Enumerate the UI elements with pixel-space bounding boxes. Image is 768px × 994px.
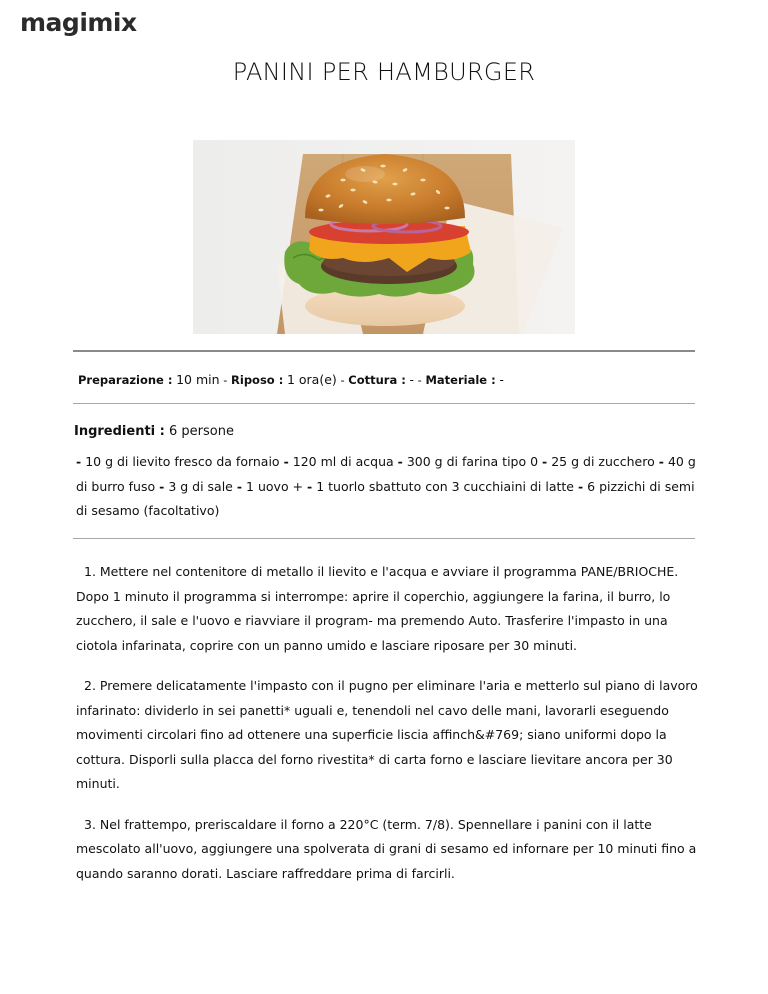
ingredients-heading [74,424,234,439]
ingredient-item: 25 g di zucchero [551,454,655,469]
prep-label: Preparazione : [78,373,173,387]
prep-value: 10 min [176,372,220,387]
step-3: 3. Nel frattempo, preriscaldare il forno a 220°C (term. 7/8). Spennellare i panini con il latte mescolato all'uovo, aggiungere una spolverata di grani di sesamo ed infornare per 10 minuti fino a quando saranno dorati. Lasciare raffreddare prima di farcirli. [76,816,697,881]
ingredients-list: - 10 g di lievito fresco da fornaio - 120 ml di acqua - 300 g di farina tipo 0 - 25 g di zucchero - 40 g di burro fuso - 3 g di sale - 1 uovo + - 1 tuorlo sbattuto con 3 cucchiaini di latte - 6 pizzichi di semi di sesamo (facoltativo) [76,454,696,518]
ingredient-item: 3 g di sale [168,478,233,494]
divider-ingredients [73,538,695,539]
ingredient-item: 40 g di burro fuso [76,454,696,494]
recipe-meta: Preparazione : 10 min - Riposo : 1 ora(e) - Cottura : - - Materiale : - [78,372,504,387]
cook-value: - [409,372,414,387]
step-2: 2. Premere delicatamente l'impasto con il pugno per eliminare l'aria e metterlo sul piano di lavoro infarinato: dividerlo in sei panetti* uguali e, tenendoli nel cavo delle mani, lavorarli eseguendo movimenti circolari fino ad ottenere una superficie liscia affinch&#769; siano uniformi dopo la cottura. Disporli sulla placca del forno rivestita* di carta forno e lasciare lievitare ancora per 30 minuti. [76,678,698,791]
magimix-logo[interactable]: magimix [20,8,137,37]
step-1: 1. Mettere nel contenitore di metallo il lievito e l'acqua e avviare il programma PANE/BRIOCHE. Dopo 1 minuto il programma si interrompe: aprire il coperchio, aggiungere la farina, il burro, lo zucchero, il sale e l'uovo e riavviare il program- ma premendo Auto. Trasferire l'impasto in una ciotola infarinata, coprire con un panno umido e lasciare riposare per 30 minuti. [76,564,679,653]
recipe-title: PANINI PER HAMBURGER [232,58,536,86]
material-value: - [499,372,504,387]
cook-label: Cottura : [348,373,406,387]
rest-label: Riposo : [231,373,284,387]
hamburger-photo [193,140,575,334]
ingredient-item: 6 pizzichi di semi di sesamo (facoltativo) [76,478,695,518]
divider-top [73,350,695,352]
rest-value: 1 ora(e) [286,372,337,387]
material-label: Materiale : [425,373,496,387]
ingredient-item: 300 g di farina tipo 0 [406,454,539,469]
ingredients-label: Ingredienti : [74,424,165,439]
ingredient-item: 1 uovo + [246,478,304,494]
servings-value: 6 persone [169,424,234,439]
ingredient-item: 10 g di lievito fresco da fornaio [85,454,280,469]
divider-meta [73,403,695,404]
ingredient-item: 120 ml di acqua [292,454,394,469]
recipe-steps [76,560,700,902]
ingredient-item: 1 tuorlo sbattuto con 3 cucchiaini di latte [316,478,574,494]
